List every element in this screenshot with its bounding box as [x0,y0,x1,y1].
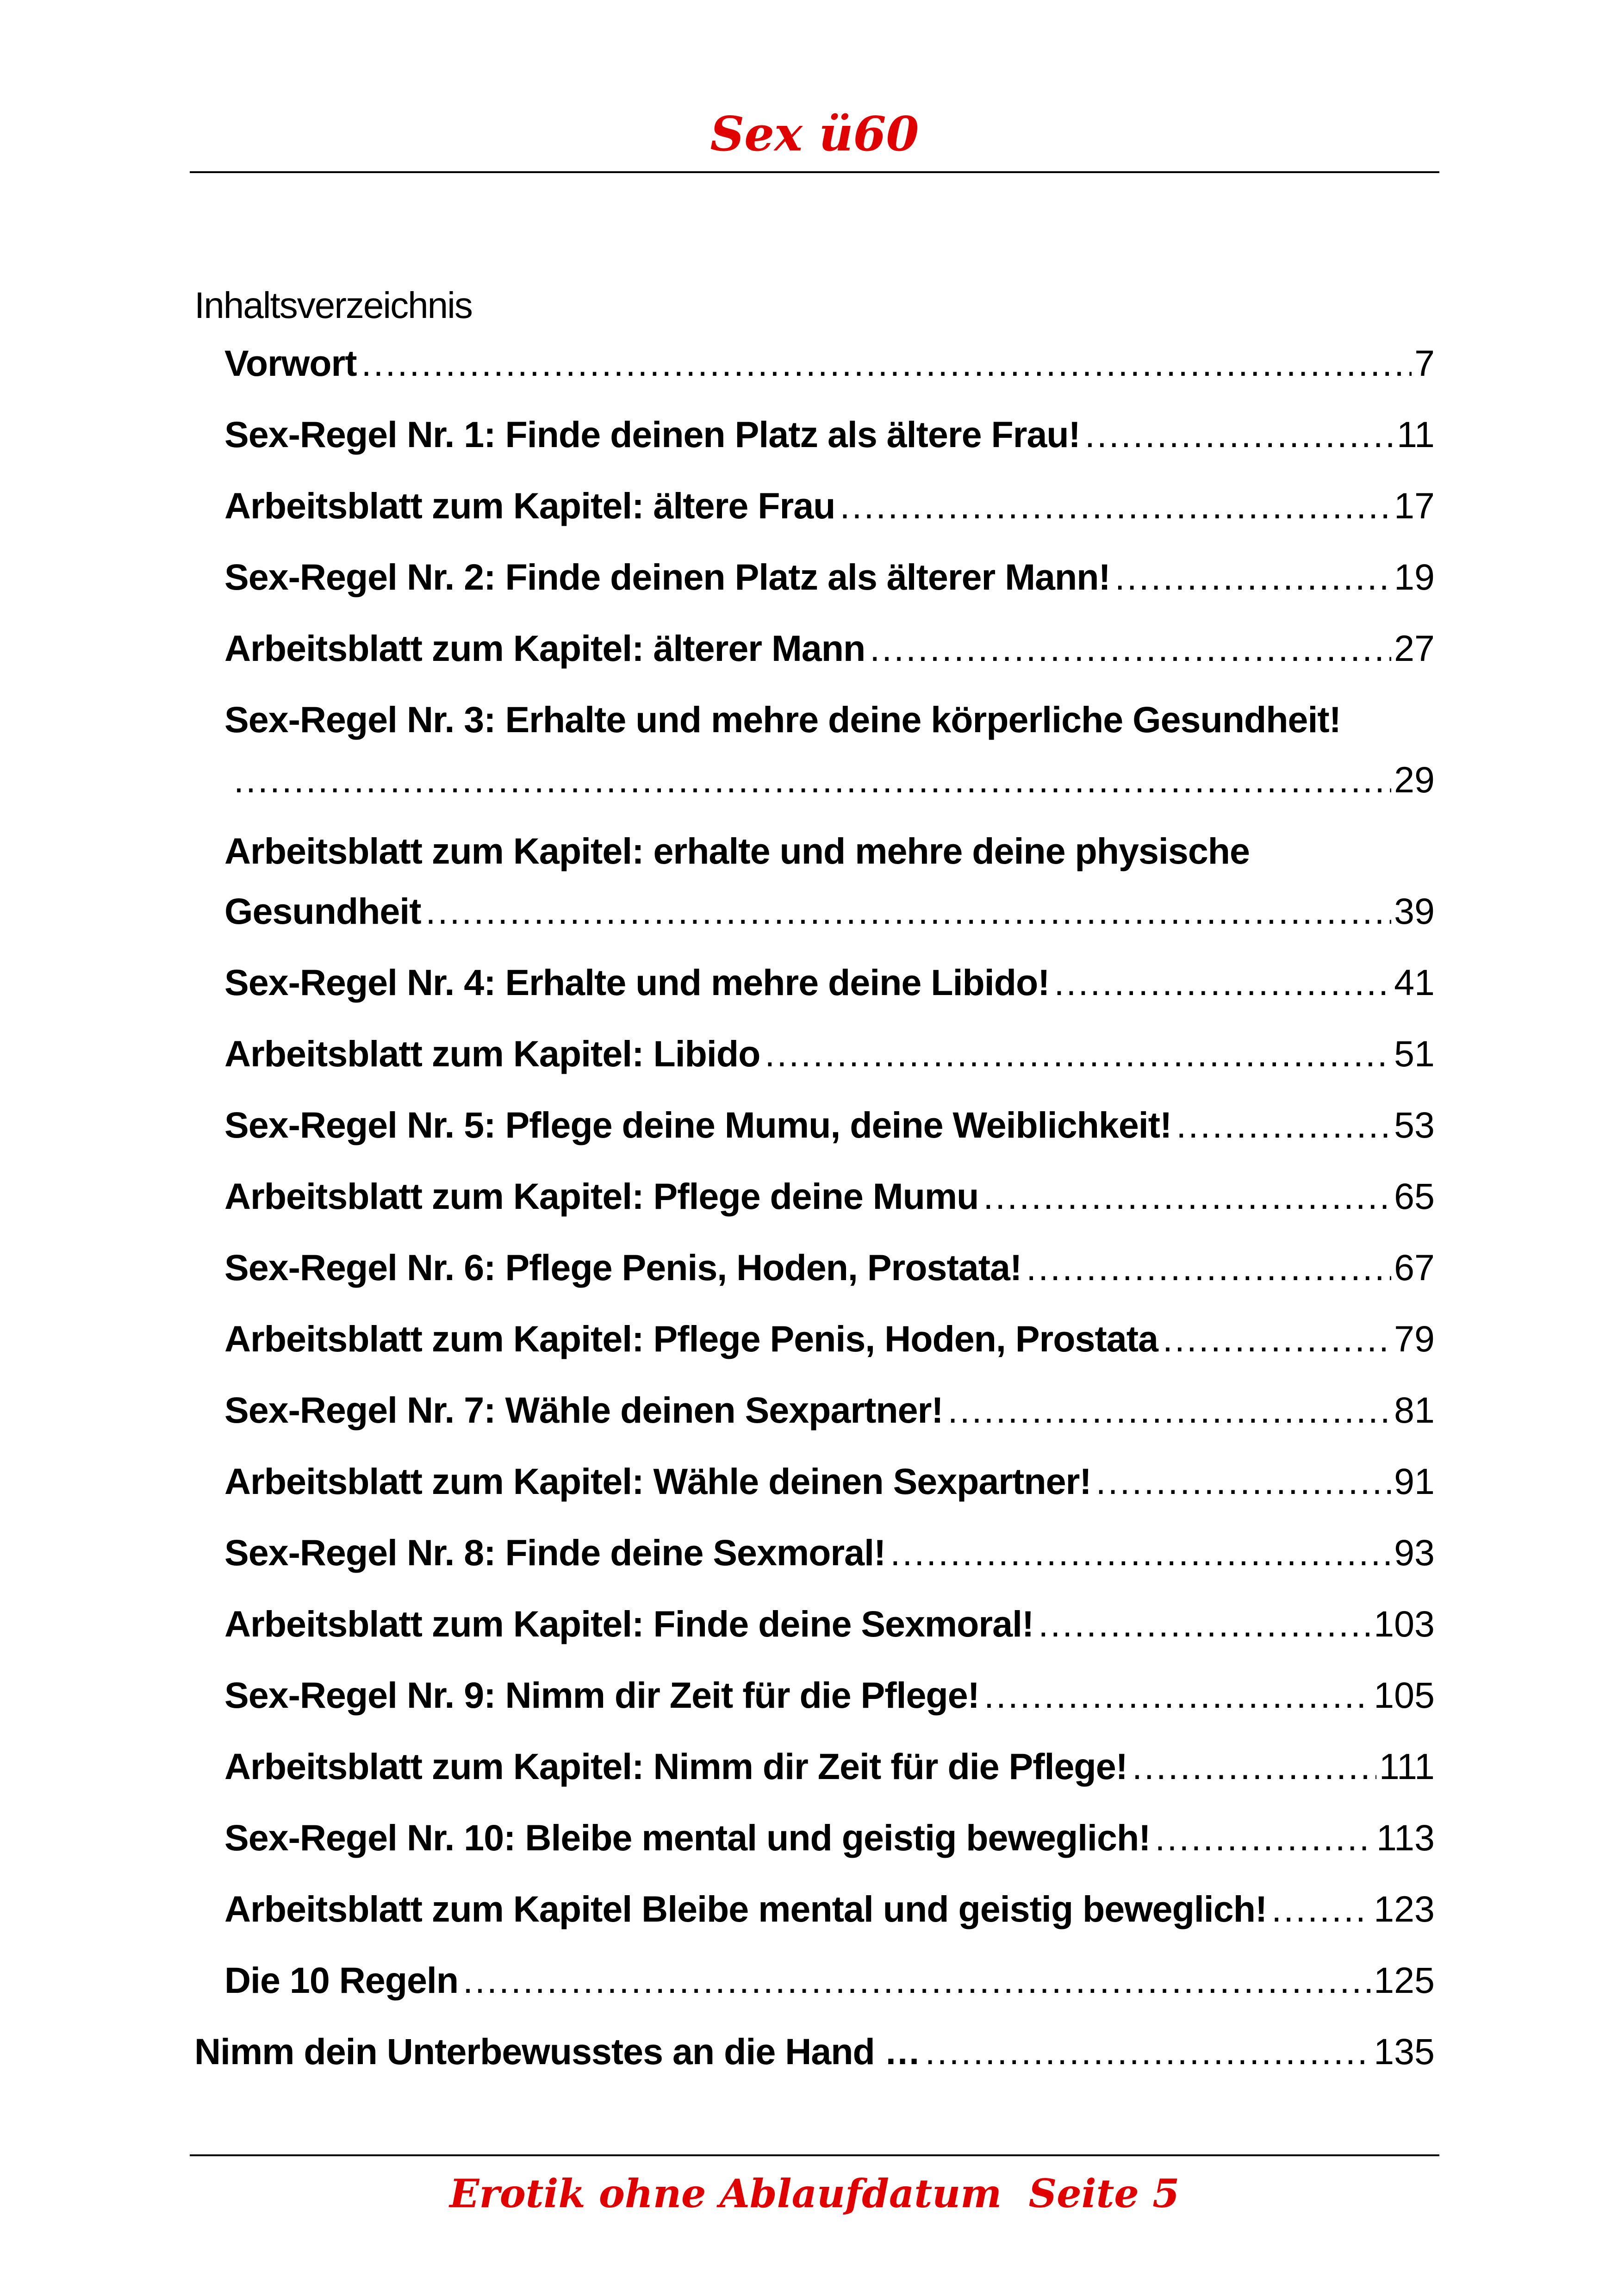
table-of-contents [194,333,1435,2093]
toc-entry-regel-6[interactable] [194,1238,1435,1298]
toc-entry-regel-8[interactable] [194,1523,1435,1583]
toc-dot-leader [463,1950,1371,2010]
toc-entry-arbeitsblatt-8[interactable] [194,1594,1435,1654]
toc-page-number: 125 [1374,1960,1435,2001]
toc-page-number: 103 [1374,1603,1435,1644]
toc-page-number: 67 [1394,1247,1435,1288]
toc-entry-arbeitsblatt-9[interactable] [194,1736,1435,1797]
toc-entry-label: Sex-Regel Nr. 8: Finde deine Sexmoral! [224,1532,886,1573]
toc-entry-label: Arbeitsblatt zum Kapitel: Pflege deine Mumu [224,1176,979,1217]
toc-entry-regel-5[interactable] [194,1095,1435,1155]
toc-entry-regel-7[interactable] [194,1380,1435,1440]
toc-dot-leader [1163,1309,1391,1369]
toc-entry-label-continuation: Gesundheit [224,890,421,932]
toc-dot-leader [870,618,1391,678]
toc-page-number: 19 [1394,556,1435,597]
toc-dot-leader [1176,1095,1391,1155]
toc-entry-label: Arbeitsblatt zum Kapitel: Finde deine Sexmoral! [224,1603,1034,1644]
toc-dot-leader [234,750,1391,810]
toc-page-number: 51 [1394,1033,1435,1074]
toc-entry-label: Sex-Regel Nr. 1: Finde deinen Platz als ältere Frau! [224,414,1080,455]
page-footer [190,2164,1439,2228]
toc-entry-arbeitsblatt-5[interactable] [194,1166,1435,1226]
toc-entry-arbeitsblatt-10[interactable] [194,1879,1435,1939]
toc-entry-arbeitsblatt-1[interactable] [194,476,1435,536]
toc-page-number: 93 [1394,1532,1435,1573]
footer-text: Erotik ohne Ablaufdatum Seite 5 [449,2171,1180,2216]
toc-page-number: 29 [1394,759,1435,800]
toc-page-number: 111 [1379,1746,1435,1787]
toc-dot-leader [1054,952,1392,1013]
toc-page-number: 27 [1394,628,1435,669]
toc-page-number: 53 [1394,1104,1435,1145]
toc-entry-label: Arbeitsblatt zum Kapitel: ältere Frau [224,485,835,526]
toc-dot-leader [948,1380,1391,1440]
toc-entry-regel-10[interactable] [194,1808,1435,1868]
header-divider [190,171,1439,173]
toc-entry-arbeitsblatt-2[interactable] [194,618,1435,678]
toc-entry-regel-4[interactable] [194,952,1435,1013]
toc-entry-regel-3[interactable] [194,690,1435,810]
toc-page-number: 39 [1394,890,1435,932]
toc-page-number: 81 [1394,1389,1435,1431]
toc-entry-label: Arbeitsblatt zum Kapitel: Libido [224,1033,760,1074]
toc-page-number: 7 [1414,342,1435,384]
toc-page-number: 135 [1374,2031,1435,2072]
toc-entry-label: Sex-Regel Nr. 7: Wähle deinen Sexpartner! [224,1389,943,1431]
toc-entry-label: Nimm dein Unterbewusstes an die Hand … [194,2031,921,2072]
toc-entry-label: Sex-Regel Nr. 10: Bleibe mental und geistig beweglich! [224,1817,1151,1858]
toc-page-number: 113 [1376,1817,1435,1858]
toc-page-number: 105 [1374,1674,1435,1716]
toc-dot-leader [1155,1808,1374,1868]
toc-entry-label: Sex-Regel Nr. 9: Nimm dir Zeit für die Pflege! [224,1674,979,1716]
footer-divider [190,2154,1439,2156]
toc-page-number: 79 [1394,1318,1435,1359]
toc-entry-label: Arbeitsblatt zum Kapitel: erhalte und mehre deine physische [224,830,1250,871]
toc-entry-regel-9[interactable] [194,1665,1435,1725]
toc-entry-label: Vorwort [224,342,357,384]
toc-dot-leader [1115,547,1391,607]
toc-dot-leader [1085,404,1394,465]
toc-dot-leader [890,1523,1391,1583]
toc-entry-vorwort[interactable] [194,333,1435,393]
toc-dot-leader [361,333,1412,393]
page-header [190,100,1439,171]
toc-page-number: 17 [1394,485,1435,526]
toc-entry-label: Sex-Regel Nr. 5: Pflege deine Mumu, deine Weiblichkeit! [224,1104,1172,1145]
toc-entry-label: Sex-Regel Nr. 3: Erhalte und mehre deine körperliche Gesundheit! [224,699,1341,740]
toc-page-number: 123 [1374,1888,1435,1929]
toc-dot-leader [925,2022,1371,2082]
toc-entry-unterbewusstes[interactable] [194,2022,1435,2082]
toc-entry-label: Arbeitsblatt zum Kapitel: Pflege Penis, Hoden, Prostata [224,1318,1158,1359]
toc-page-number: 65 [1394,1176,1435,1217]
header-title: Sex ü60 [710,106,919,162]
toc-entry-arbeitsblatt-4[interactable] [194,1024,1435,1084]
toc-entry-label: Arbeitsblatt zum Kapitel Bleibe mental und geistig beweglich! [224,1888,1267,1929]
toc-entry-label: Arbeitsblatt zum Kapitel: Wähle deinen Sexpartner! [224,1461,1091,1502]
toc-entry-label: Sex-Regel Nr. 6: Pflege Penis, Hoden, Prostata! [224,1247,1022,1288]
toc-dot-leader [1132,1736,1376,1797]
toc-page-number: 11 [1396,414,1435,455]
toc-dot-leader [983,1166,1391,1226]
toc-heading: Inhaltsverzeichnis [194,285,472,326]
toc-entry-label: Arbeitsblatt zum Kapitel: älterer Mann [224,628,865,669]
toc-entry-regel-1[interactable] [194,404,1435,465]
toc-dot-leader [1271,1879,1371,1939]
toc-dot-leader [984,1665,1371,1725]
toc-page-number: 41 [1394,962,1435,1003]
toc-dot-leader [426,881,1392,941]
toc-entry-arbeitsblatt-6[interactable] [194,1309,1435,1369]
toc-page-number: 91 [1394,1461,1435,1502]
toc-entry-label: Die 10 Regeln [224,1960,459,2001]
toc-dot-leader [1096,1451,1391,1512]
toc-dot-leader [840,476,1391,536]
toc-entry-die-10-regeln[interactable] [194,1950,1435,2010]
toc-entry-arbeitsblatt-7[interactable] [194,1451,1435,1512]
toc-dot-leader [1026,1238,1391,1298]
toc-entry-arbeitsblatt-3[interactable] [194,821,1435,941]
toc-dot-leader [1038,1594,1371,1654]
toc-entry-label: Arbeitsblatt zum Kapitel: Nimm dir Zeit für die Pflege! [224,1746,1127,1787]
toc-entry-label: Sex-Regel Nr. 2: Finde deinen Platz als älterer Mann! [224,556,1110,597]
toc-entry-label: Sex-Regel Nr. 4: Erhalte und mehre deine Libido! [224,962,1050,1003]
toc-entry-regel-2[interactable] [194,547,1435,607]
toc-dot-leader [765,1024,1391,1084]
